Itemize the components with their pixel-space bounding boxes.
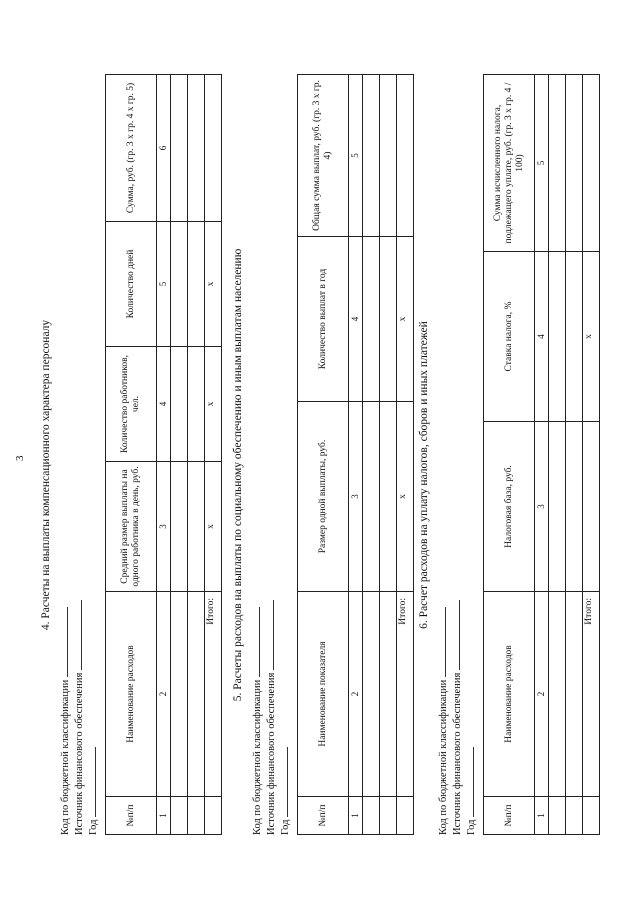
- total-row: [205, 75, 222, 835]
- column-number: 1: [349, 797, 363, 835]
- column-number: 3: [349, 402, 363, 592]
- column-number-row: [535, 75, 549, 835]
- section-title: 6. Расчет расходов на уплату налогов, сборов и иных платежей: [418, 321, 430, 629]
- column-number: 1: [157, 797, 171, 835]
- year-line: [278, 747, 288, 817]
- x-mark: х: [397, 402, 414, 592]
- section-6: [418, 74, 600, 835]
- year-label: Год: [466, 819, 477, 835]
- column-number: 5: [535, 75, 549, 252]
- column-number: 6: [157, 75, 171, 222]
- x-mark: х: [205, 222, 222, 347]
- table-section-4: [105, 74, 222, 835]
- column-header: Общая сумма выплат, руб. (гр. 3 х гр. 4): [298, 75, 349, 237]
- column-number: 3: [535, 422, 549, 592]
- table-row: [566, 75, 583, 835]
- source-line: [450, 600, 460, 670]
- column-header: Ставка налога, %: [484, 252, 535, 422]
- table-row: [171, 75, 188, 835]
- column-header: Налоговая база, руб.: [484, 422, 535, 592]
- x-mark: х: [205, 347, 222, 462]
- source-label: Источник финансового обеспечения: [452, 672, 463, 835]
- kbk-line: [436, 607, 446, 677]
- column-number-row: [157, 75, 171, 835]
- column-number: 1: [535, 797, 549, 835]
- total-label: Итого:: [397, 592, 414, 797]
- column-number: 4: [157, 347, 171, 462]
- page-number: 3: [14, 455, 26, 461]
- kbk-label: Код по бюджетной классификации: [60, 679, 71, 835]
- section-meta: [250, 74, 292, 835]
- column-number: 4: [349, 237, 363, 402]
- column-header: №п/п: [106, 797, 157, 835]
- column-number: 2: [535, 592, 549, 797]
- column-number: 3: [157, 462, 171, 592]
- section-5: [232, 74, 414, 835]
- column-header: Размер одной выплаты, руб.: [298, 402, 349, 592]
- total-label: Итого:: [205, 592, 222, 797]
- x-mark: х: [397, 237, 414, 402]
- table-section-6: [483, 74, 600, 835]
- column-header: Наименование показателя: [298, 592, 349, 797]
- table-header-row: [484, 75, 535, 835]
- column-number: 5: [157, 222, 171, 347]
- table-header-row: [298, 75, 349, 835]
- total-label: Итого:: [583, 592, 600, 797]
- year-label: Год: [280, 819, 291, 835]
- source-label: Источник финансового обеспечения: [74, 672, 85, 835]
- column-header: №п/п: [484, 797, 535, 835]
- section-meta: [58, 74, 100, 835]
- column-number: 2: [349, 592, 363, 797]
- source-label: Источник финансового обеспечения: [266, 672, 277, 835]
- column-header: Средний размер выплаты на одного работника в день, руб.: [106, 462, 157, 592]
- year-line: [86, 747, 96, 817]
- table-row: [363, 75, 380, 835]
- column-number: 2: [157, 592, 171, 797]
- section-title: 5. Расчеты расходов на выплаты по социальному обеспечению и иным выплатам населению: [232, 248, 244, 702]
- column-header: Наименование расходов: [106, 592, 157, 797]
- x-mark: х: [583, 252, 600, 422]
- column-number: 5: [349, 75, 363, 237]
- column-header: Сумма, руб. (гр. 3 х гр. 4 х гр. 5): [106, 75, 157, 222]
- year-label: Год: [88, 819, 99, 835]
- column-header: №п/п: [298, 797, 349, 835]
- column-header: Количество дней: [106, 222, 157, 347]
- source-line: [72, 600, 82, 670]
- total-row: [397, 75, 414, 835]
- section-title: 4. Расчеты на выплаты компенсационного характера персоналу: [40, 319, 52, 631]
- table-header-row: [106, 75, 157, 835]
- column-number-row: [349, 75, 363, 835]
- kbk-label: Код по бюджетной классификации: [252, 679, 263, 835]
- source-line: [264, 600, 274, 670]
- column-header: Количество выплат в год: [298, 237, 349, 402]
- table-section-5: [297, 74, 414, 835]
- x-mark: х: [205, 462, 222, 592]
- column-header: Сумма исчисленного налога, подлежащего уплате, руб. (гр. 3 х гр. 4 / 100): [484, 75, 535, 252]
- column-number: 4: [535, 252, 549, 422]
- year-line: [464, 747, 474, 817]
- kbk-label: Код по бюджетной классификации: [438, 679, 449, 835]
- column-header: Количество работников, чел.: [106, 347, 157, 462]
- column-header: Наименование расходов: [484, 592, 535, 797]
- kbk-line: [58, 607, 68, 677]
- section-meta: [436, 74, 478, 835]
- table-row: [380, 75, 397, 835]
- total-row: [583, 75, 600, 835]
- table-row: [188, 75, 205, 835]
- section-4: [40, 74, 222, 835]
- table-row: [549, 75, 566, 835]
- kbk-line: [250, 607, 260, 677]
